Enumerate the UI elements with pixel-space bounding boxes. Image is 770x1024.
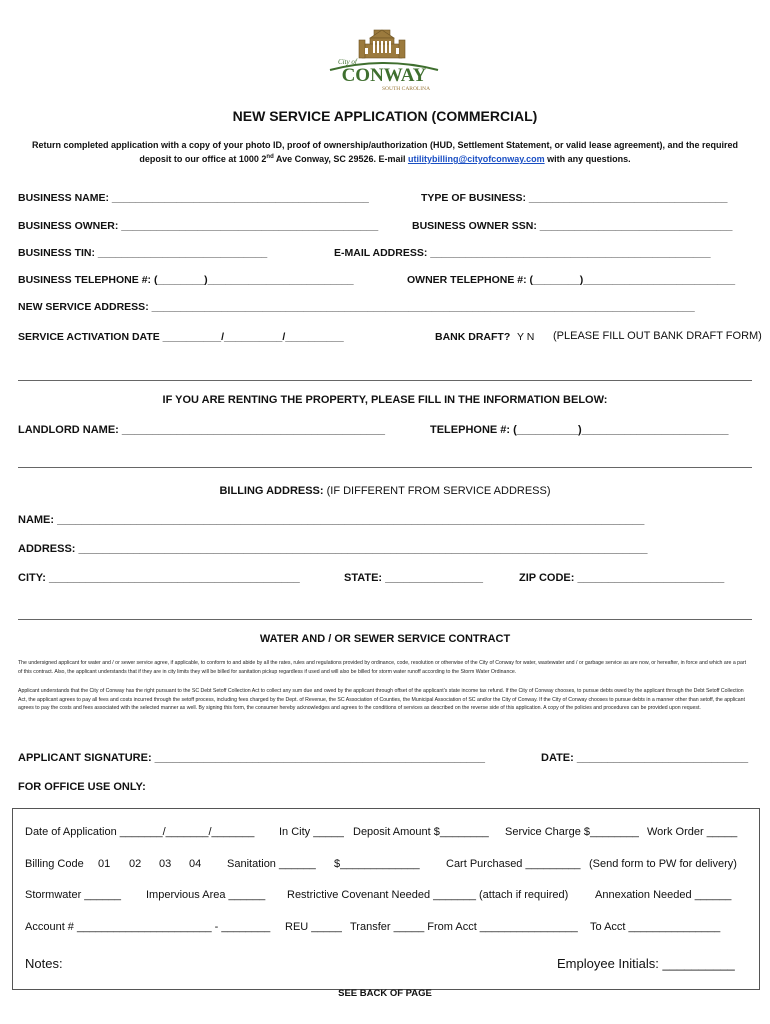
section-divider [18,467,752,468]
billing-city-field[interactable]: CITY: _________________________________________ [18,572,300,584]
billing-code-02[interactable]: 02 [129,858,142,870]
billing-address-field[interactable]: ADDRESS: _____________________________________________________________________________________________ [18,543,648,555]
annexation-needed-field[interactable]: Annexation Needed ______ [595,889,732,901]
renting-heading: IF YOU ARE RENTING THE PROPERTY, PLEASE FILL IN THE INFORMATION BELOW: [162,394,608,406]
email-address-field[interactable]: E-MAIL ADDRESS: ________________________________________________ [334,247,711,259]
office-use-heading: FOR OFFICE USE ONLY: [18,781,146,793]
restrictive-covenant-field[interactable]: Restrictive Covenant Needed _______ (attach if required) [287,889,569,901]
service-charge-field[interactable]: Service Charge $________ [505,826,639,838]
bank-draft-label: BANK DRAFT? [435,331,511,343]
sanitation-field[interactable]: Sanitation ______ [227,858,316,870]
bank-draft-options[interactable]: Y N [517,331,535,343]
new-service-address-field[interactable]: NEW SERVICE ADDRESS: _____________________________________________________________________________________________ [18,301,695,313]
applicant-signature-field[interactable]: APPLICANT SIGNATURE: ______________________________________________________ [18,752,486,764]
billing-zip-field[interactable]: ZIP CODE: ________________________ [519,572,725,584]
owner-telephone-field[interactable]: OWNER TELEPHONE #: (________)__________________________ [407,274,736,286]
send-form-note: (Send form to PW for delivery) [589,858,737,870]
signature-date-field[interactable]: DATE: ____________________________ [541,752,749,764]
billing-name-field[interactable]: NAME: ________________________________________________________________________________________________ [18,514,645,526]
billing-code-01[interactable]: 01 [98,858,111,870]
business-telephone-field[interactable]: BUSINESS TELEPHONE #: (________)_________________________ [18,274,354,286]
date-of-application-field[interactable]: Date of Application _______/_______/_______ [25,826,255,838]
sanitation-amount-field[interactable]: $_____________ [334,858,420,870]
see-back-of-page: SEE BACK OF PAGE [338,988,432,999]
to-acct-field[interactable]: To Acct _______________ [590,921,721,933]
business-owner-field[interactable]: BUSINESS OWNER: ____________________________________________ [18,220,379,232]
impervious-area-field[interactable]: Impervious Area ______ [146,889,266,901]
work-order-field[interactable]: Work Order _____ [647,826,738,838]
city-of-conway-logo [326,26,442,94]
business-name-field[interactable]: BUSINESS NAME: ____________________________________________ [18,192,369,204]
landlord-telephone-field[interactable]: TELEPHONE #: (__________)________________________ [430,424,729,436]
cart-purchased-field[interactable]: Cart Purchased _________ [446,858,581,870]
logo-city-of: City of [338,58,357,66]
employee-initials-field[interactable]: Employee Initials: __________ [557,956,735,971]
bank-draft-note: (PLEASE FILL OUT BANK DRAFT FORM) [553,330,762,342]
billing-code-04[interactable]: 04 [189,858,202,870]
transfer-from-acct-field[interactable]: Transfer _____ From Acct ________________ [350,921,578,933]
contract-paragraph-1: The undersigned applicant for water and / or sewer service agree, if applicable, to conform to and abide by all the rates, rules and regulations provided by ordinance, code, resolution or otherwise of the City of Conway for water, wastewater and / or garbage service as are now, or hereafter, in force and which are a part of this contract. Also, the applicant understands that if they are in city limits they will be billed for sanitation pickup regardless if used and will also be billed for storm water runoff according to the Storm Water Ordinance. [18,660,747,675]
billing-state-field[interactable]: STATE: ________________ [344,572,484,584]
deposit-amount-field[interactable]: Deposit Amount $________ [353,826,489,838]
landlord-name-field[interactable]: LANDLORD NAME: ___________________________________________ [18,424,385,436]
email-link[interactable]: utilitybilling@cityofconway.com [407,154,545,164]
billing-code-03[interactable]: 03 [159,858,172,870]
contract-heading: WATER AND / OR SEWER SERVICE CONTRACT [259,633,511,645]
billing-code-label: Billing Code [25,858,84,870]
in-city-field[interactable]: In City _____ [279,826,344,838]
stormwater-field[interactable]: Stormwater ______ [25,889,121,901]
section-divider [18,619,752,620]
notes-label[interactable]: Notes: [25,956,63,971]
intro-line-2: deposit to our office at 1000 2nd Ave Conway, SC 29526. E-mail utilitybilling@cityofconway.com with any questions. [139,154,631,164]
business-tin-field[interactable]: BUSINESS TIN: _____________________________ [18,247,268,259]
page-title: NEW SERVICE APPLICATION (COMMERCIAL) [232,108,538,124]
business-owner-ssn-field[interactable]: BUSINESS OWNER SSN: _________________________________ [412,220,733,232]
intro-line-1: Return completed application with a copy of your photo ID, proof of ownership/authorization (HUD, Settlement Statement, or valid lease agreement), and the required [31,140,739,150]
reu-field[interactable]: REU _____ [285,921,342,933]
service-activation-date-field[interactable]: SERVICE ACTIVATION DATE __________/__________/__________ [18,331,344,343]
billing-heading: BILLING ADDRESS: (IF DIFFERENT FROM SERVICE ADDRESS) [219,485,551,497]
account-number-field[interactable]: Account # ______________________ - ________ [25,921,271,933]
logo-state: SOUTH CAROLINA [381,86,431,92]
section-divider [18,380,752,381]
type-of-business-field[interactable]: TYPE OF BUSINESS: __________________________________ [421,192,728,204]
logo-name: CONWAY [341,65,427,86]
contract-paragraph-2: Applicant understands that the City of Conway has the right pursuant to the SC Debt Setoff Collection Act to collect any sum due and owed by the applicant through offset of the applicant's state income tax refund. If the City of Conway chooses, to pursue debts owed by the applicant through the Debt Setoff Collection Act, the applicant agrees to pay all fees and costs incurred through the setoff process, including fees charged by the Dept. of Revenue, the SC Association of Counties, the Municipal Association of SC and/or the City of Conway. If the City of Conway chooses to pursue debts in a manner other than setoff, the applicant agrees to pay the costs and fees associated with the selected manner as well. By signing this form, the consumer hereby acknowledges and agrees to the conditions of services as described on the reverse side of this application. A copy of the policies and procedures can be provided upon request. [18,688,745,712]
